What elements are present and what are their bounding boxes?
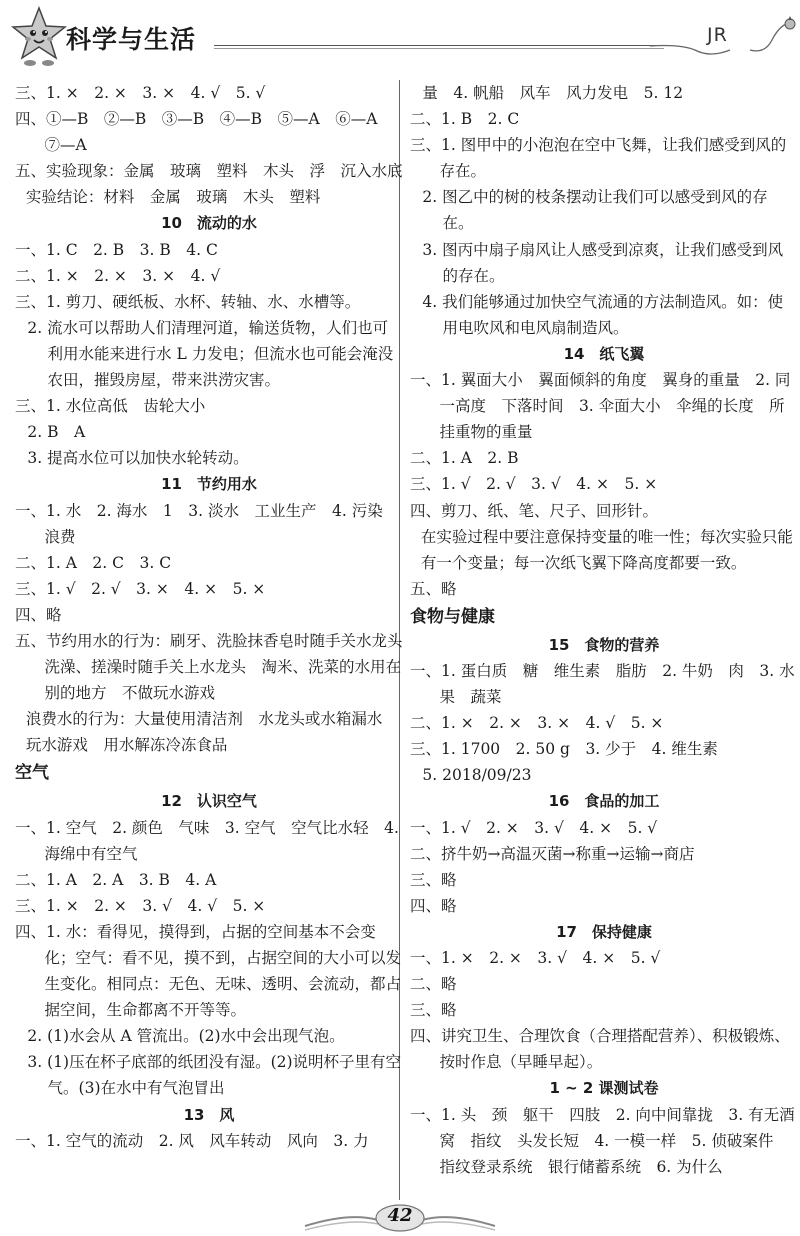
header-rule-secondary <box>214 48 664 49</box>
answer-line: 二、略 <box>410 975 457 994</box>
lesson-heading: 17 保持健康 <box>556 922 652 941</box>
unit-heading: 空气 <box>15 763 49 784</box>
answer-line: 五、节约用水的行为：刷牙、洗脸抹香皂时随手关水龙头 洗澡、搓澡时随手关上水龙头 淘米、洗菜的水用在别的地方 不做玩水游戏 <box>15 631 419 703</box>
answer-line: 三、略 <box>410 870 457 889</box>
answer-line: 一、1. C 2. B 3. B 4. C <box>15 240 218 259</box>
answer-line: 二、1. × 2. × 3. × 4. √ <box>15 266 221 285</box>
answer-line: 三、1. 1700 2. 50 g 3. 少于 4. 维生素 <box>410 740 718 759</box>
answer-line: 一、1. 空气的流动 2. 风 风车转动 风向 3. 力 <box>15 1131 369 1150</box>
page-title: 科学与生活 <box>66 25 197 54</box>
answer-line: 一、1. 空气 2. 颜色 气味 3. 空气 空气比水轻 4. 海绵中有空气 <box>15 818 404 863</box>
answer-line: 二、挤牛奶→高温灭菌→称重→运输→商店 <box>410 844 695 863</box>
answer-line: 三、1. 图甲中的小泡泡在空中飞舞，让我们感受到风的存在。 <box>410 136 787 181</box>
left-column <box>15 80 419 1154</box>
answer-line: 一、1. 蛋白质 糖 维生素 脂肪 2. 牛奶 肉 3. 水果 蔬菜 <box>410 661 795 707</box>
answer-line: 四、①—B ②—B ③—B ④—B ⑤—A ⑥—A ⑦—A <box>15 110 393 155</box>
lesson-heading: 12 认识空气 <box>161 792 257 811</box>
answer-line: 一、1. √ 2. × 3. √ 4. × 5. √ <box>410 818 658 837</box>
answer-line: 一、1. 头 颈 躯干 四肢 2. 向中间靠拢 3. 有无酒窝 指纹 头发长短 4. 一模一样 5. 侦破案件 指纹登录系统 银行储蓄系统 6. 为什么 <box>410 1105 795 1176</box>
answer-line: 三、1. √ 2. √ 3. × 4. × 5. × <box>15 579 266 598</box>
lesson-heading: 16 食品的加工 <box>548 792 660 811</box>
lesson-heading: 15 食物的营养 <box>548 635 660 654</box>
answer-line: 四、讲究卫生、合理饮食（合理搭配营养）、积极锻炼、按时作息（早睡早起）。 <box>410 1027 790 1072</box>
answer-line: 四、1. 水：看得见，摸得到，占据的空间基本不会变化；空气：看不见，摸不到，占据空间的大小可以发生变化。相同点：无色、无味、透明、会流动，都占据空间，生命都离不开等等。 <box>15 922 401 1020</box>
answer-continuation: 浪费水的行为：大量使用清洁剂 水龙头或水箱漏水 玩水游戏 用水解冻冷冻食品 <box>25 710 398 755</box>
answer-line: 五、实验现象：金属 玻璃 塑料 木头 浮 沉入水底 <box>15 162 403 181</box>
answer-line: 三、1. × 2. × 3. √ 4. √ 5. × <box>15 896 266 915</box>
star-mascot-icon <box>10 6 68 68</box>
answer-line: 二、1. A 2. B <box>410 449 519 468</box>
answer-subline: 4. 我们能够通过加快空气流通的方法制造风。如：使用电吹风和电风扇制造风。 <box>422 292 784 337</box>
page-header <box>0 0 800 80</box>
answer-line: 一、1. 水 2. 海水 1 3. 淡水 工业生产 4. 污染 浪费 <box>15 501 399 546</box>
page-footer <box>0 1196 800 1236</box>
answer-line: 三、略 <box>410 1001 457 1020</box>
answer-subline: 2. B A <box>27 423 86 442</box>
answer-continuation: 实验结论：材料 金属 玻璃 木头 塑料 <box>25 188 321 207</box>
edition-tag: JR <box>707 24 728 46</box>
answer-line: 三、1. 剪刀、硬纸板、水杯、转轴、水、水槽等。 <box>15 292 361 311</box>
answer-continuation: 在实验过程中要注意保持变量的唯一性；每次实验只能有一个变量；每一次纸飞翼下降高度都要一致。 <box>420 527 793 572</box>
answer-line: 五、略 <box>410 579 457 598</box>
answer-subline: 3. 提高水位可以加快水轮转动。 <box>27 449 249 468</box>
answer-line: 三、1. √ 2. √ 3. √ 4. × 5. × <box>410 475 658 494</box>
answer-line: 二、1. B 2. C <box>410 110 520 129</box>
right-column <box>410 80 798 1180</box>
lesson-heading: 14 纸飞翼 <box>563 344 645 363</box>
answer-line: 二、1. A 2. C 3. C <box>15 553 172 572</box>
answer-subline: 量 4. 帆船 风车 风力发电 5. 12 <box>422 84 684 102</box>
answer-subline: 5. 2018/09/23 <box>422 766 532 785</box>
answer-line: 二、1. × 2. × 3. × 4. √ 5. × <box>410 714 664 733</box>
answer-line: 一、1. 翼面大小 翼面倾斜的角度 翼身的重量 2. 同一高度 下落时间 3. 伞面大小 伞绳的长度 所挂重物的重量 <box>410 371 791 442</box>
answer-line: 四、略 <box>15 605 62 624</box>
header-rule <box>214 45 664 46</box>
answer-line: 三、1. × 2. × 3. × 4. √ 5. √ <box>15 84 266 102</box>
answer-line: 二、1. A 2. A 3. B 4. A <box>15 870 217 889</box>
lesson-heading: 13 风 <box>183 1105 235 1124</box>
answer-line: 一、1. × 2. × 3. √ 4. × 5. √ <box>410 949 661 967</box>
answer-line: 三、1. 水位高低 齿轮大小 <box>15 397 206 416</box>
answer-line: 四、略 <box>410 896 457 915</box>
unit-heading: 食物与健康 <box>410 606 495 627</box>
answer-subline: 3. 图丙中扇子扇风让人感受到凉爽，让我们感受到风的存在。 <box>422 240 784 285</box>
answer-subline: 2. 图乙中的树的枝条摆动让我们可以感受到风的存在。 <box>422 188 768 233</box>
lesson-heading: 1 ~ 2 课测试卷 <box>549 1079 659 1098</box>
answer-line: 四、剪刀、纸、笔、尺子、回形针。 <box>410 501 659 520</box>
lesson-heading: 11 节约用水 <box>161 475 257 494</box>
answer-subline: 2. 流水可以帮助人们清理河道，输送货物，人们也可利用水能来进行水 L 力发电；但流水也可能会淹没农田，摧毁房屋，带来洪涝灾害。 <box>27 318 394 390</box>
page-number: 42 <box>387 1205 413 1226</box>
answer-subline: 3. (1)压在杯子底部的纸团没有湿。(2)说明杯子里有空气。(3)在水中有气泡冒出 <box>27 1053 402 1098</box>
lesson-heading: 10 流动的水 <box>161 214 257 233</box>
answer-subline: 2. (1)水会从 A 管流出。(2)水中会出现气泡。 <box>27 1027 345 1046</box>
